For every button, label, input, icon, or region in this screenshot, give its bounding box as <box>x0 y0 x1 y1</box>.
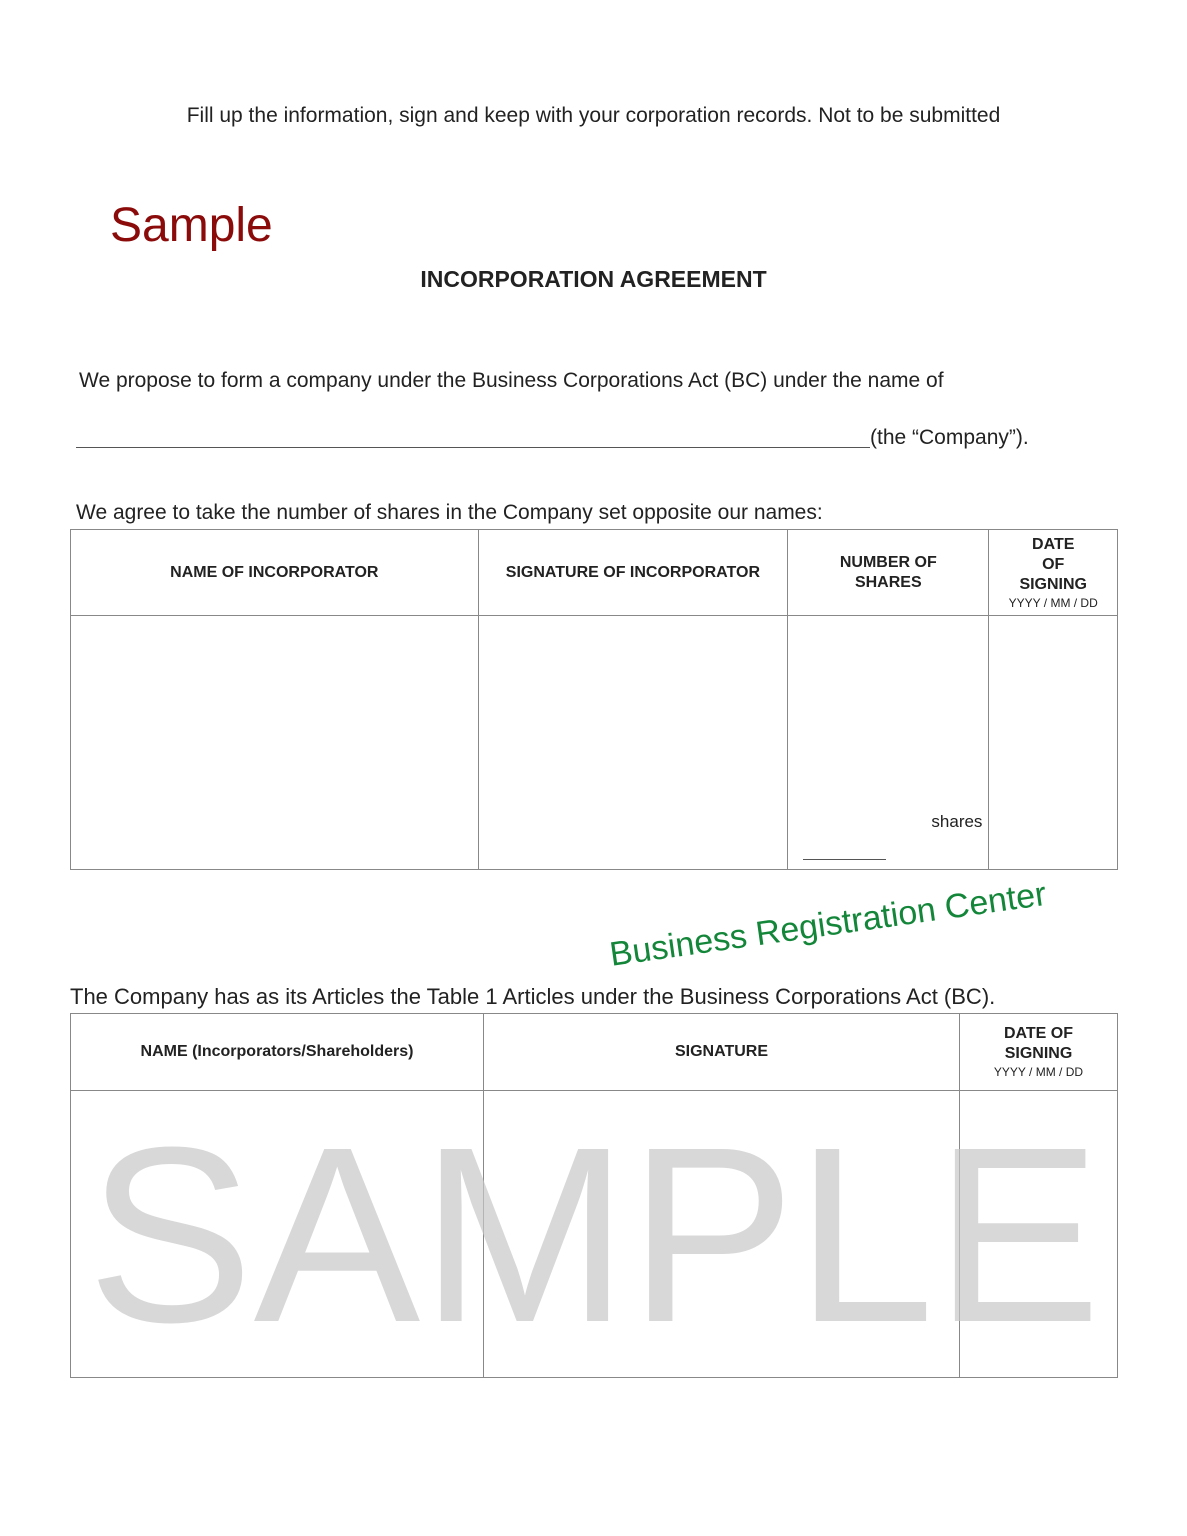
name-cell[interactable] <box>71 616 479 870</box>
name-cell[interactable] <box>71 1091 484 1378</box>
header-name: NAME OF INCORPORATOR <box>71 530 479 616</box>
header-date-label: DATE OF SIGNING <box>1003 1025 1074 1062</box>
company-name-blank[interactable] <box>76 447 870 448</box>
shares-cell[interactable] <box>788 616 989 870</box>
shareholder-table <box>70 1013 1118 1378</box>
signature-cell[interactable] <box>478 616 788 870</box>
articles-text: The Company has as its Articles the Table 1 Articles under the Business Corporations Act (BC). <box>70 984 996 1009</box>
header-name: NAME (Incorporators/Shareholders) <box>71 1014 484 1091</box>
date-format: YYYY / MM / DD <box>1008 595 1098 610</box>
incorporator-table <box>70 529 1118 870</box>
header-signature: SIGNATURE OF INCORPORATOR <box>478 530 788 616</box>
shares-input-line[interactable] <box>803 859 886 860</box>
propose-text: We propose to form a company under the Business Corporations Act (BC) under the name of <box>79 369 944 392</box>
instruction-text: Fill up the information, sign and keep with your corporation records. Not to be submitted <box>186 104 1001 127</box>
date-cell[interactable] <box>960 1091 1118 1378</box>
date-cell[interactable] <box>989 616 1118 870</box>
document-title: INCORPORATION AGREEMENT <box>420 266 767 292</box>
agree-text: We agree to take the number of shares in the Company set opposite our names: <box>76 501 823 524</box>
header-signature: SIGNATURE <box>484 1014 960 1091</box>
registration-center-stamp: Business Registration Center <box>607 874 1049 974</box>
sample-label: Sample <box>110 199 273 252</box>
header-date <box>989 530 1118 616</box>
company-suffix: (the “Company”). <box>870 426 1029 449</box>
shares-label: shares <box>931 812 983 831</box>
header-date-label: DATE OF SIGNING <box>1019 535 1087 593</box>
signature-cell[interactable] <box>484 1091 960 1378</box>
header-shares: NUMBER OF SHARES <box>788 530 989 616</box>
header-date <box>960 1014 1118 1091</box>
sample-watermark: SAMPLE <box>86 1095 1102 1374</box>
date-format: YYYY / MM / DD <box>993 1065 1084 1079</box>
